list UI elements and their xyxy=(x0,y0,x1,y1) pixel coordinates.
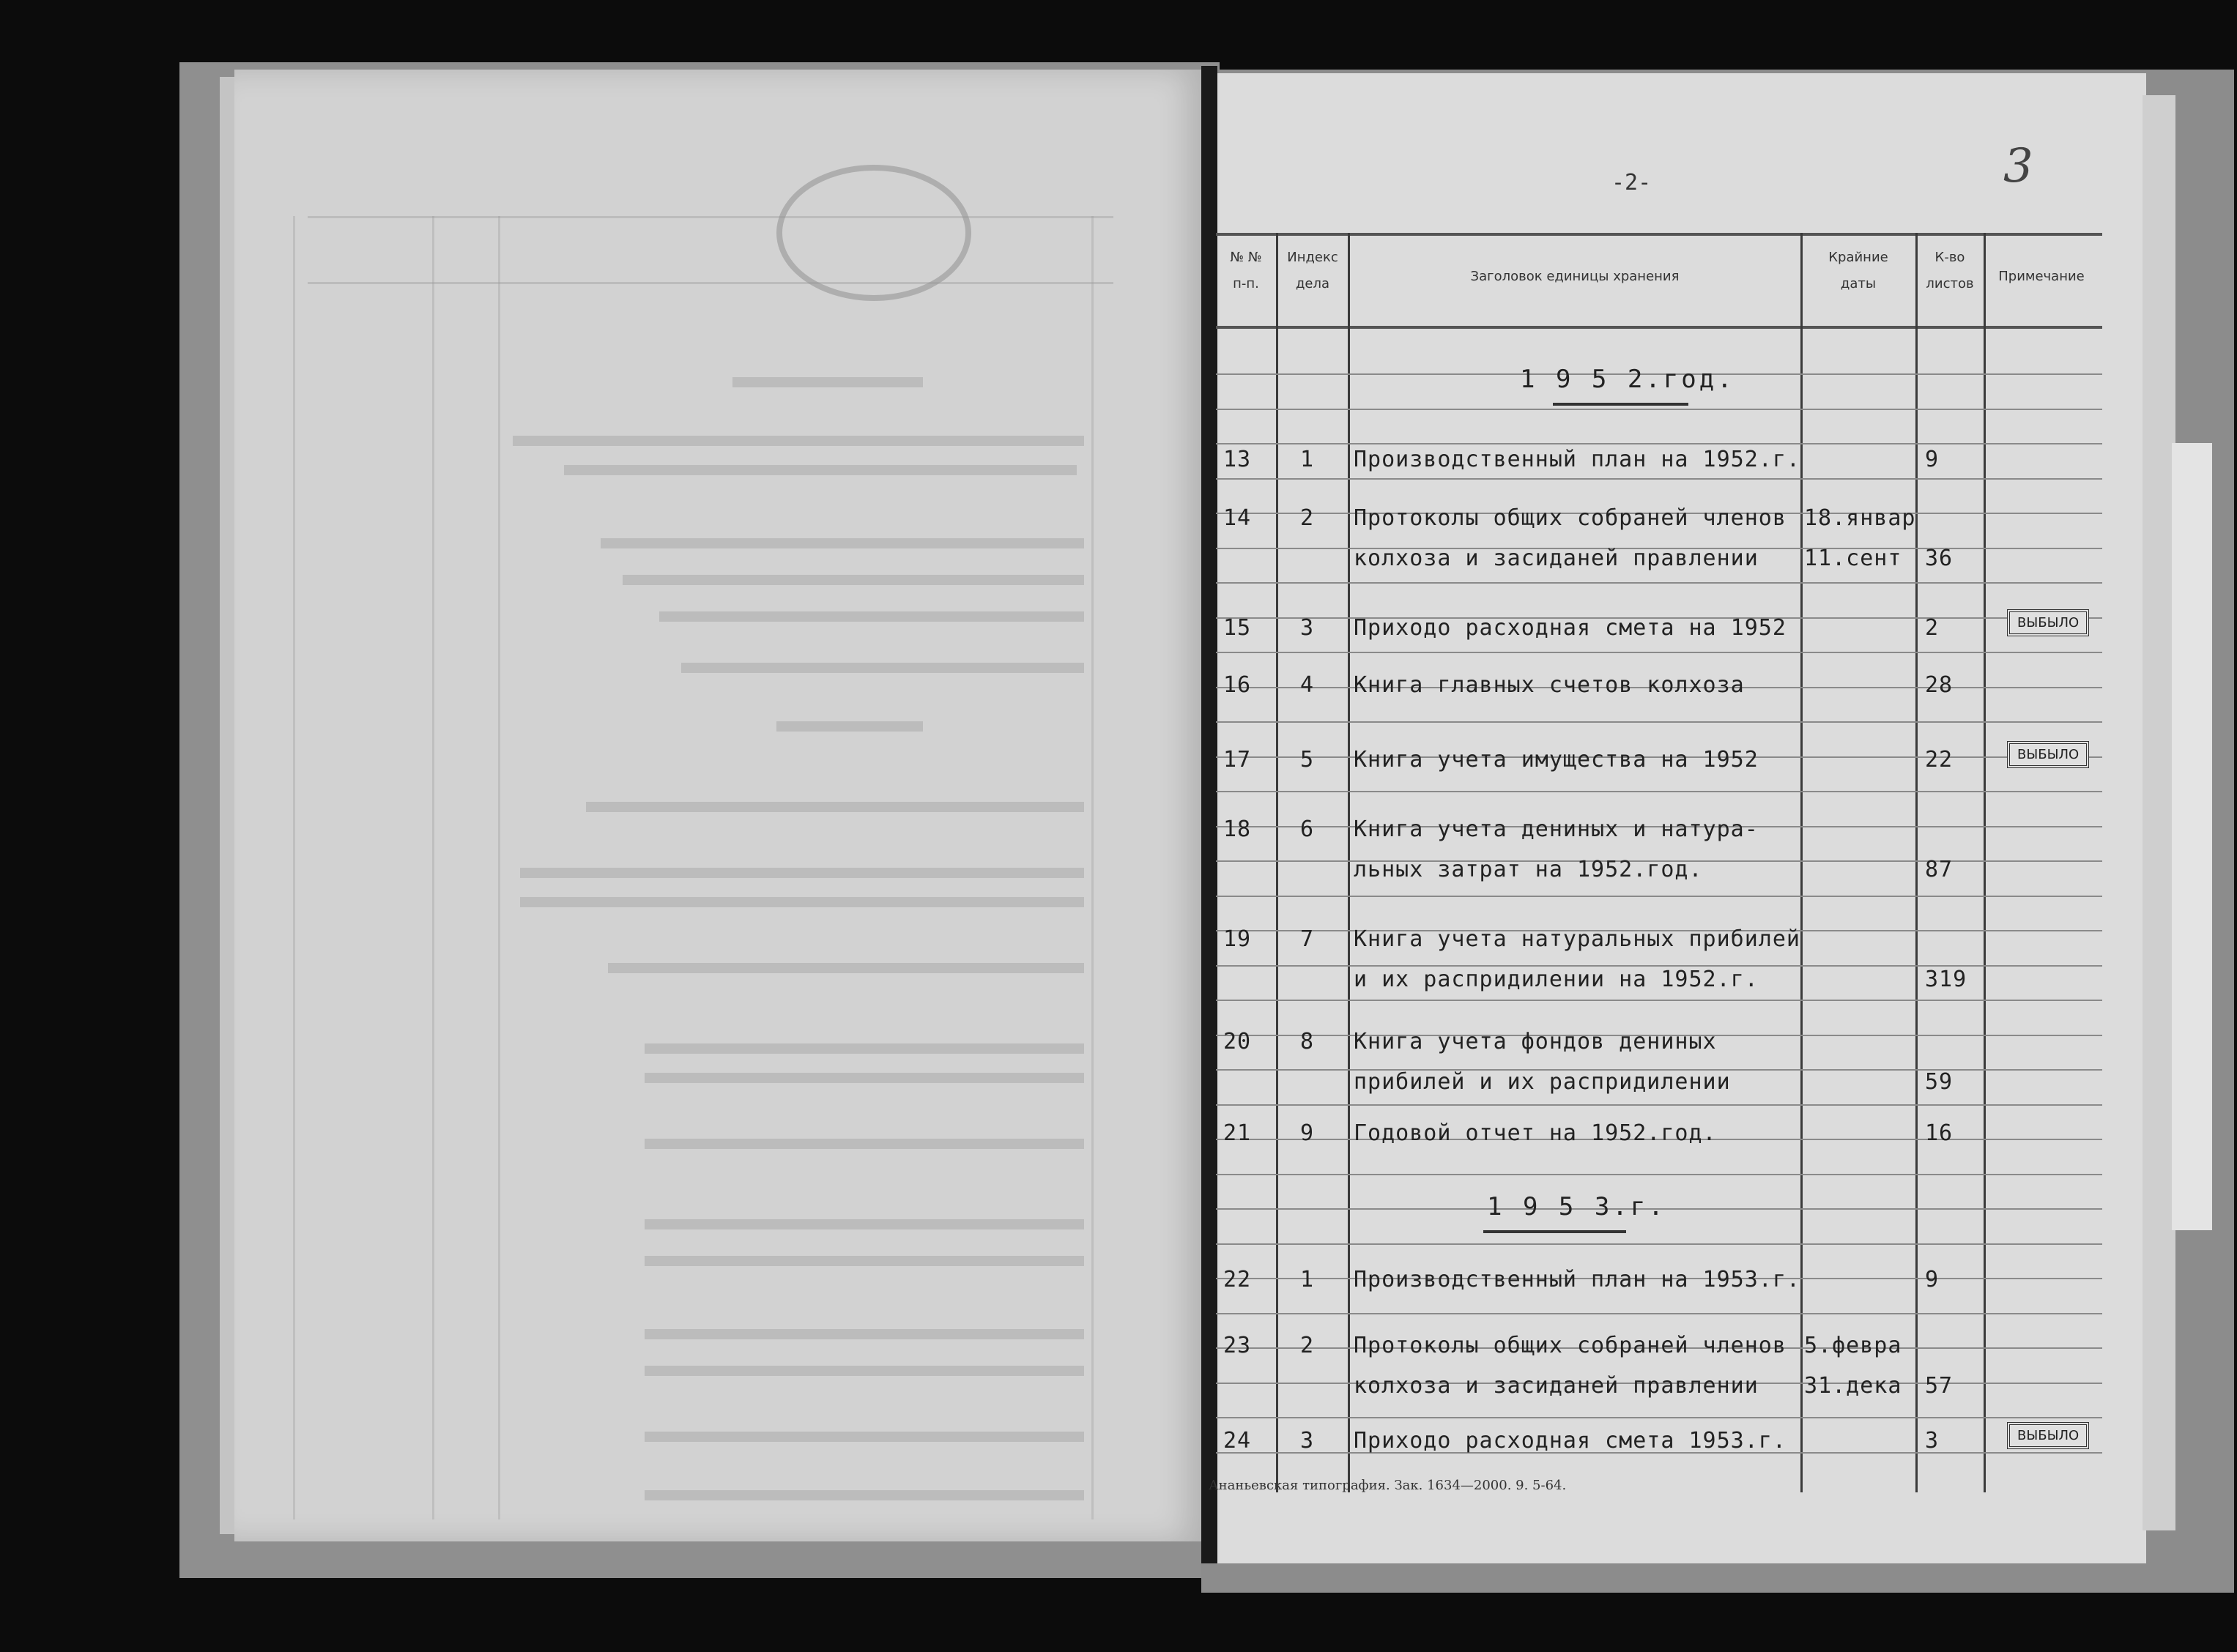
row-number: 23 xyxy=(1223,1333,1252,1358)
faded-rule xyxy=(293,216,295,1519)
faded-line xyxy=(645,1256,1084,1266)
vybylo-stamp: ВЫБЫЛО xyxy=(2007,741,2089,768)
faded-rule xyxy=(1091,216,1094,1519)
row-sheet-count: 36 xyxy=(1925,546,1954,571)
row-index: 1 xyxy=(1300,447,1315,472)
header-index-line1: Индекс xyxy=(1287,250,1338,265)
faded-line xyxy=(586,802,1084,812)
folio-number: 3 xyxy=(2003,139,2033,193)
faded-line xyxy=(732,377,923,387)
row-date-line: 31.дека xyxy=(1804,1373,1902,1399)
ruled-line xyxy=(1216,791,2102,792)
row-number: 19 xyxy=(1223,926,1252,952)
faded-seal xyxy=(776,165,971,301)
row-number: 17 xyxy=(1223,747,1252,773)
faded-rule xyxy=(308,216,1113,218)
header-index-line2: дела xyxy=(1295,276,1330,291)
header-dates-line1: Крайние xyxy=(1828,250,1888,265)
row-number: 21 xyxy=(1223,1120,1252,1146)
page-number: -2- xyxy=(1611,170,1652,196)
row-sheet-count: 9 xyxy=(1925,1267,1940,1292)
row-index: 3 xyxy=(1300,615,1315,641)
row-number: 16 xyxy=(1223,672,1252,698)
faded-line xyxy=(513,436,1084,446)
row-index: 5 xyxy=(1300,747,1315,773)
faded-line xyxy=(608,963,1084,973)
row-sheet-count: 22 xyxy=(1925,747,1954,773)
row-title-line: Производственный план на 1953.г. xyxy=(1354,1267,1800,1292)
row-sheet-count: 319 xyxy=(1925,967,1967,992)
header-title: Заголовок единицы хранения xyxy=(1470,269,1680,284)
row-index: 2 xyxy=(1300,1333,1315,1358)
ruled-line xyxy=(1216,896,2102,897)
row-number: 20 xyxy=(1223,1029,1252,1054)
faded-line xyxy=(645,1366,1084,1376)
row-sheet-count: 28 xyxy=(1925,672,1954,698)
faded-rule xyxy=(498,216,500,1519)
row-date-line: 18.январ xyxy=(1804,505,1916,531)
vybylo-stamp: ВЫБЫЛО xyxy=(2007,1422,2089,1449)
faded-line xyxy=(645,1432,1084,1442)
left-page xyxy=(234,70,1209,1541)
year-heading: 1 9 5 3.г. xyxy=(1487,1192,1666,1221)
row-title-line: Протоколы общих собраней членов xyxy=(1354,505,1787,531)
row-index: 6 xyxy=(1300,816,1315,842)
row-title-line: колхоза и засиданей правлении xyxy=(1354,546,1759,571)
header-num xyxy=(1217,245,1275,297)
ruled-line xyxy=(1216,1417,2102,1418)
ruled-line xyxy=(1216,1313,2102,1314)
faded-line xyxy=(645,1219,1084,1229)
row-number: 13 xyxy=(1223,447,1252,472)
row-index: 3 xyxy=(1300,1428,1315,1454)
row-sheet-count: 16 xyxy=(1925,1120,1954,1146)
row-sheet-count: 3 xyxy=(1925,1428,1940,1454)
row-number: 15 xyxy=(1223,615,1252,641)
column-rule xyxy=(1984,233,1986,1492)
row-title-line: Книга главных счетов колхоза xyxy=(1354,672,1745,698)
row-index: 2 xyxy=(1300,505,1315,531)
header-num-line2: п-п. xyxy=(1233,276,1259,291)
row-number: 18 xyxy=(1223,816,1252,842)
ruled-line xyxy=(1216,1000,2102,1001)
header-num-line1: № № xyxy=(1230,250,1262,265)
row-title-line: Книга учета имущества на 1952 xyxy=(1354,747,1759,773)
header-sheets-line1: К-во xyxy=(1934,250,1965,265)
faded-line xyxy=(601,538,1084,548)
faded-line xyxy=(645,1490,1084,1500)
ruled-line xyxy=(1216,582,2102,584)
ruled-line xyxy=(1216,652,2102,653)
row-title-line: Книга учета дениных и натура- xyxy=(1354,816,1759,842)
row-title-line: прибилей и их распридилении xyxy=(1354,1069,1731,1095)
ruled-line xyxy=(1216,443,2102,444)
row-sheet-count: 2 xyxy=(1925,615,1940,641)
column-rule xyxy=(1348,233,1350,1492)
column-rule xyxy=(1800,233,1803,1492)
row-title-line: Приходо расходная смета на 1952 xyxy=(1354,615,1787,641)
faded-line xyxy=(564,465,1077,475)
row-sheet-count: 57 xyxy=(1925,1373,1954,1399)
year-underline xyxy=(1483,1230,1626,1233)
faded-line xyxy=(520,897,1084,907)
faded-line xyxy=(776,721,923,732)
row-index: 4 xyxy=(1300,672,1315,698)
row-number: 22 xyxy=(1223,1267,1252,1292)
row-index: 7 xyxy=(1300,926,1315,952)
ruled-line xyxy=(1216,409,2102,410)
faded-line xyxy=(520,868,1084,878)
ruled-line xyxy=(1216,721,2102,723)
header-dates xyxy=(1803,245,1913,297)
row-sheet-count: 87 xyxy=(1925,857,1954,882)
header-index xyxy=(1278,245,1347,297)
row-title-line: Протоколы общих собраней членов xyxy=(1354,1333,1787,1358)
header-sheets xyxy=(1918,245,1982,297)
faded-line xyxy=(681,663,1084,673)
faded-line xyxy=(645,1139,1084,1149)
index-tab-strip xyxy=(2172,443,2212,1230)
year-heading: 1 9 5 2.год. xyxy=(1520,365,1735,394)
ruled-line xyxy=(1216,1174,2102,1175)
row-number: 14 xyxy=(1223,505,1252,531)
row-index: 9 xyxy=(1300,1120,1315,1146)
row-index: 8 xyxy=(1300,1029,1315,1054)
year-underline xyxy=(1553,403,1688,406)
header-sheets-line2: листов xyxy=(1926,276,1974,291)
binding-spine xyxy=(1201,66,1217,1563)
faded-line xyxy=(645,1043,1084,1054)
printer-footer: Ананьевская типография. Зак. 1634—2000. 9. 5-64. xyxy=(1209,1478,1567,1493)
row-title-line: Книга учета фондов дениных xyxy=(1354,1029,1717,1054)
header-dates-line2: даты xyxy=(1840,276,1877,291)
row-title-line: и их распридилении на 1952.г. xyxy=(1354,967,1759,992)
faded-line xyxy=(623,575,1084,585)
row-title-line: Годовой отчет на 1952.год. xyxy=(1354,1120,1717,1146)
ruled-line xyxy=(1216,1243,2102,1245)
row-title-line: Производственный план на 1952.г. xyxy=(1354,447,1800,472)
faded-line xyxy=(645,1329,1084,1339)
faded-line xyxy=(659,611,1084,622)
row-title-line: колхоза и засиданей правлении xyxy=(1354,1373,1759,1399)
row-title-line: Книга учета натуральных прибилей xyxy=(1354,926,1800,952)
faded-rule xyxy=(432,216,434,1519)
faded-line xyxy=(645,1073,1084,1083)
ruled-line xyxy=(1216,1104,2102,1106)
row-date-line: 11.сент xyxy=(1804,546,1902,571)
row-title-line: Приходо расходная смета 1953.г. xyxy=(1354,1428,1787,1454)
row-index: 1 xyxy=(1300,1267,1315,1292)
faded-rule xyxy=(308,282,1113,284)
vybylo-stamp: ВЫБЫЛО xyxy=(2007,609,2089,636)
column-rule xyxy=(1276,233,1278,1492)
header-note: Примечание xyxy=(1998,269,2085,284)
row-date-line: 5.февра xyxy=(1804,1333,1902,1358)
right-page-edge xyxy=(2143,95,2175,1530)
ruled-line xyxy=(1216,478,2102,480)
row-sheet-count: 59 xyxy=(1925,1069,1954,1095)
column-rule xyxy=(1915,233,1918,1492)
row-number: 24 xyxy=(1223,1428,1252,1454)
row-sheet-count: 9 xyxy=(1925,447,1940,472)
row-title-line: льных затрат на 1952.год. xyxy=(1354,857,1703,882)
